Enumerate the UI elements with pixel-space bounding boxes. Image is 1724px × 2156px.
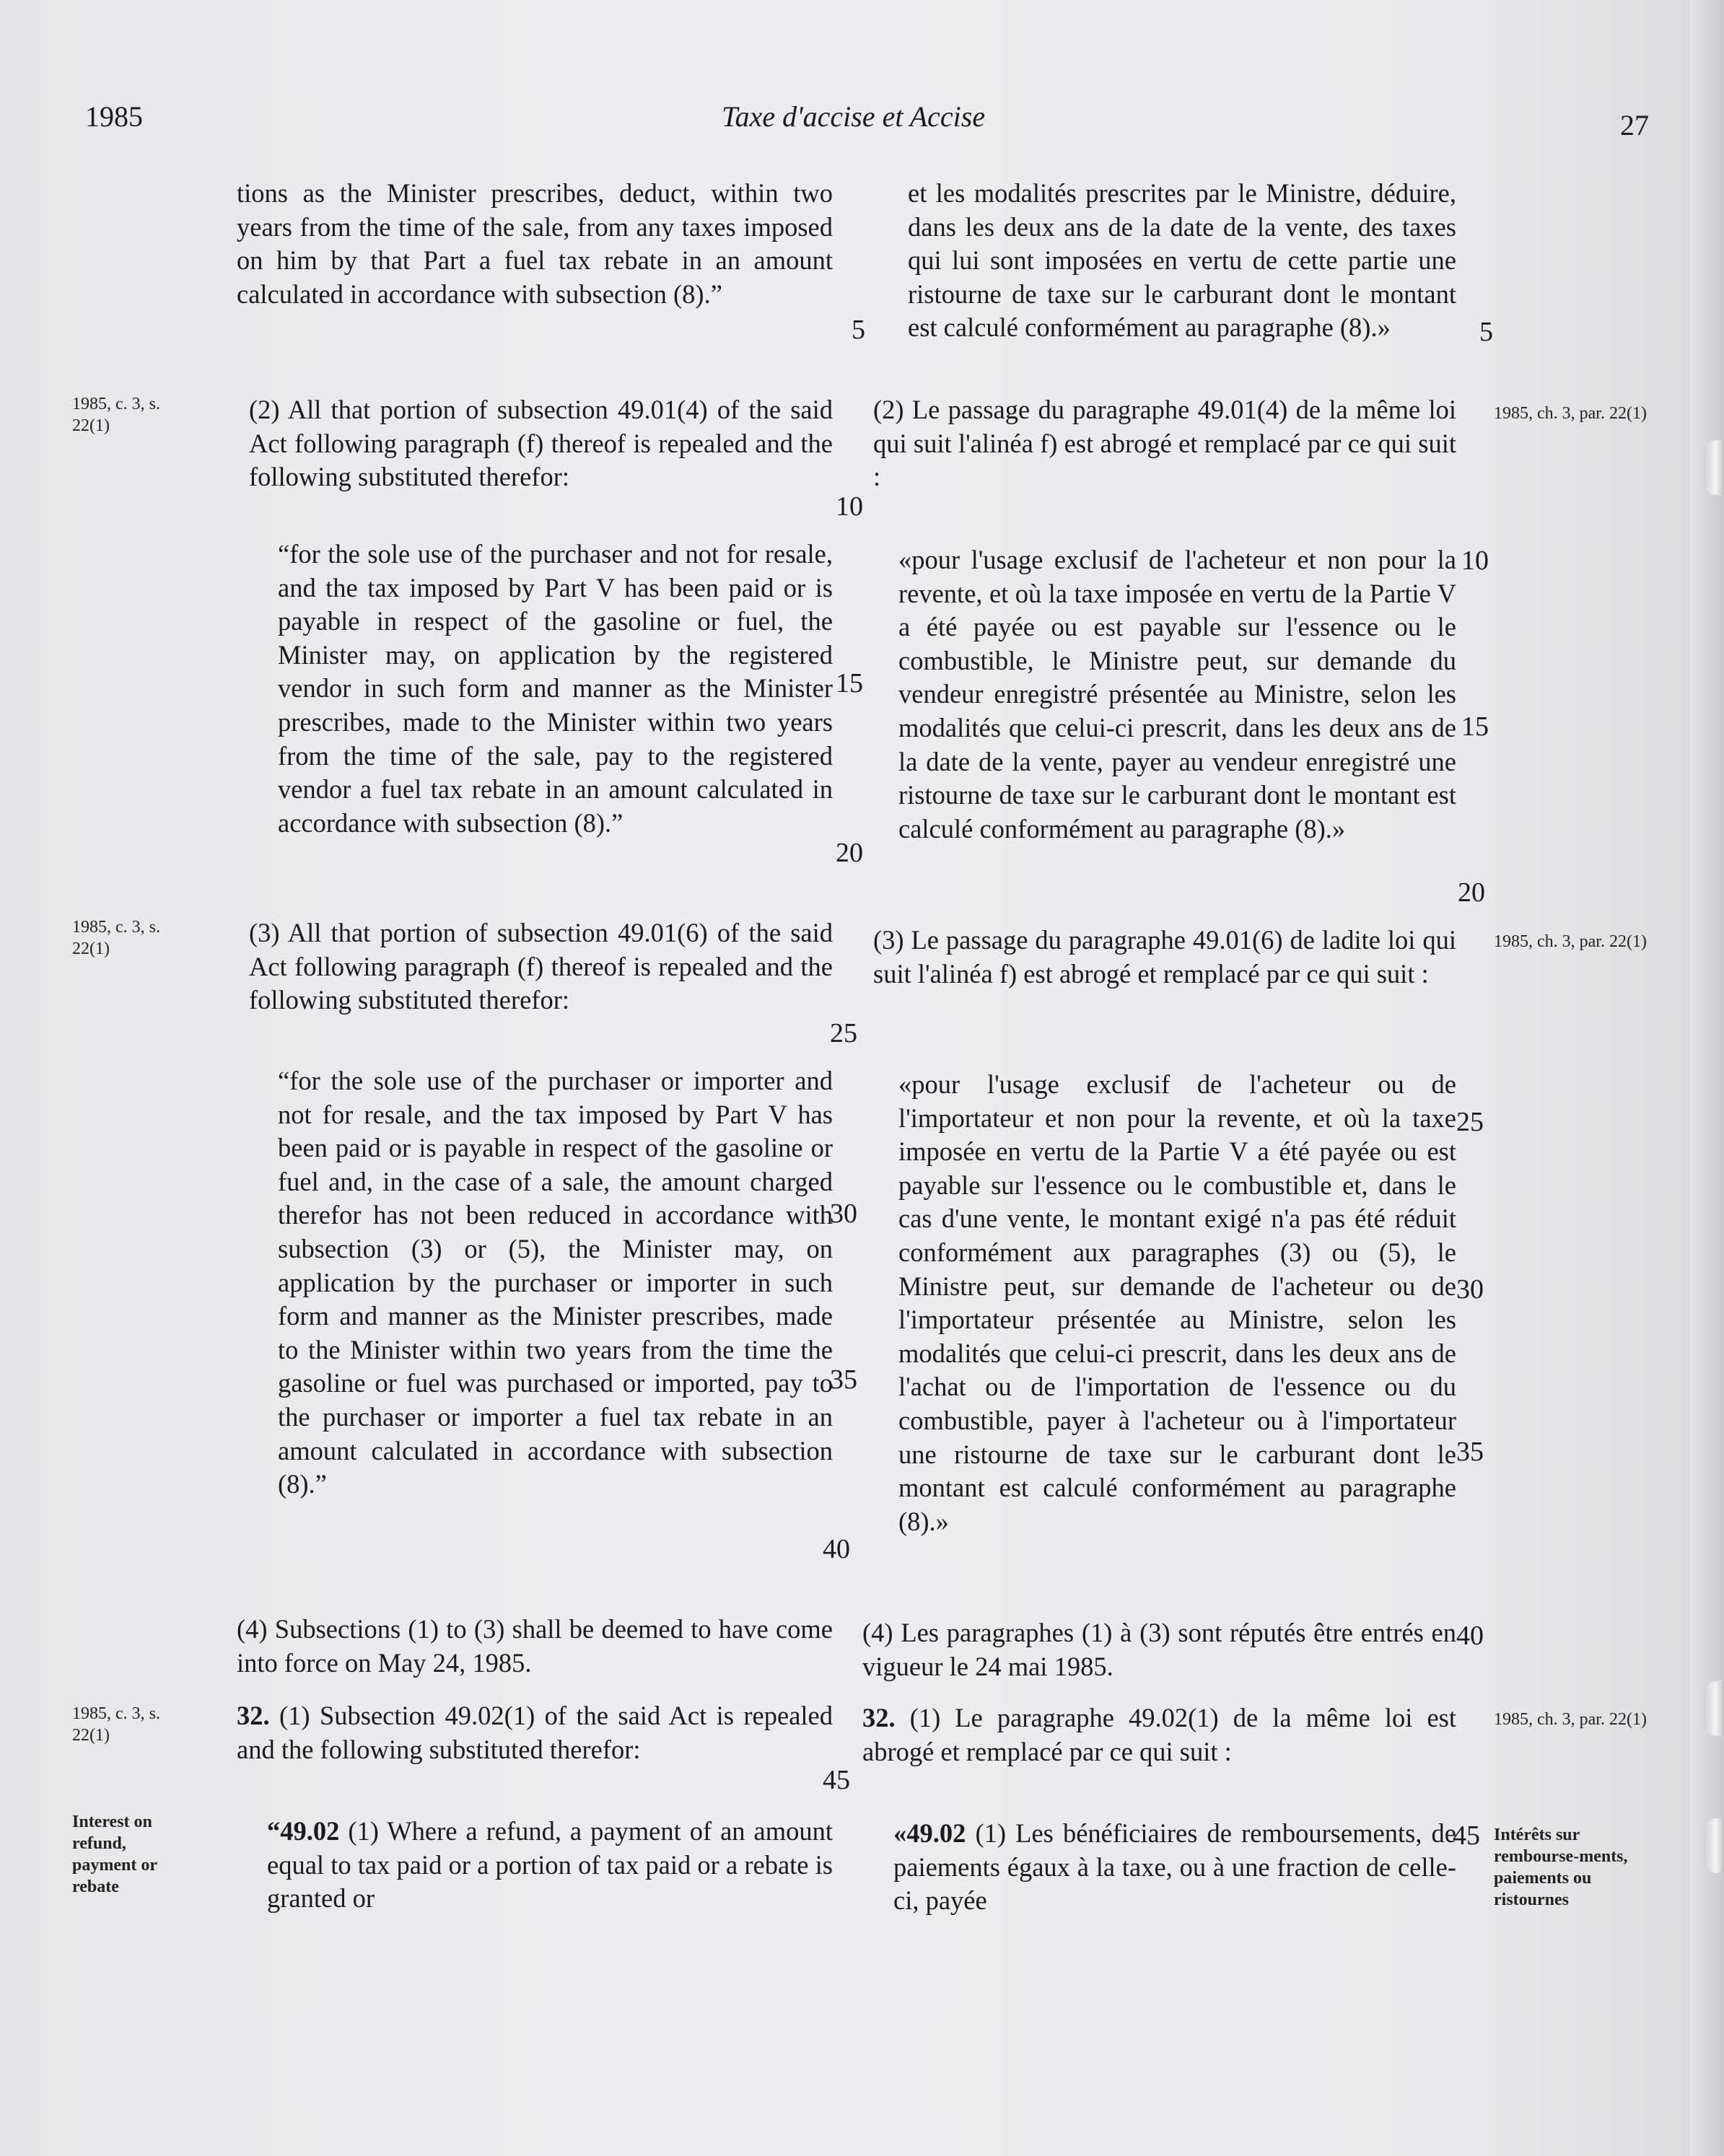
- line-number: 20: [1458, 877, 1485, 908]
- en-paragraph-3: [278, 538, 833, 840]
- margin-note: Interest on refund, payment or rebate: [72, 1813, 157, 1896]
- fr-paragraph-8: [893, 1817, 1456, 1918]
- line-number: 10: [836, 491, 863, 522]
- line-number: 35: [1456, 1437, 1484, 1467]
- fr-text-block: «pour l'usage exclusif de l'acheteur ou de l'importateur et non pour la revente, et où la taxe imposée en vertu de la Partie V a été payée ou est payable sur l'essence ou le combustible et, dans le cas d'une vente, le montant exigé n'a pas été réduit conformément aux paragraphes (3) ou (5), le Ministre peut, sur demande de l'acheteur ou de l'importateur présentée au Ministre, selon les modalités que celui-ci prescrit, dans les deux ans de l'achat ou de l'importation de l'essence ou du combustible, payer à l'acheteur ou à l'importateur une ristourne de taxe sur le carburant dont le montant est calculé conformément au paragraphe (8).»: [898, 1069, 1456, 1536]
- fr-text-block: «pour l'usage exclusif de l'acheteur et non pour la revente, et où la taxe imposée en vertu de la Partie V a été payée ou est payable sur l'essence ou le combustible, le Ministre peut, sur demande du vendeur enregistré présentée au Ministre, selon les modalités que celui-ci prescrit, dans les deux ans de la date de la vente, payer au vendeur enregistré une ristourne de taxe sur le carburant dont le montant est calculé conformément au paragraphe (8).»: [898, 545, 1456, 843]
- en-text-block: “for the sole use of the purchaser and not for resale, and the tax imposed by Part V has been paid or is payable in respect of the gasoline or fuel, the Minister may, on application by the registered vendor in such form and manner as the Minister prescribes, made to the Minister within two years from the time of the sale, pay to the registered vendor a fuel tax rebate in an amount calculated in accordance with subsection (8).”: [278, 539, 833, 838]
- fr-text-block: (3) Le passage du paragraphe 49.01(6) de ladite loi qui suit l'alinéa f) est abrogé et remplacé par ce qui suit :: [873, 925, 1456, 989]
- fr-text-block: (1) Le paragraphe 49.02(1) de la même loi est abrogé et remplacé par ce qui suit :: [862, 1703, 1457, 1766]
- line-number: 45: [1453, 1820, 1480, 1851]
- fr-text-block: (2) Le passage du paragraphe 49.01(4) de la même loi qui suit l'alinéa f) est abrogé et remplacé par ce qui suit :: [873, 395, 1456, 492]
- fr-paragraph-4: [873, 924, 1456, 991]
- line-number: 40: [1456, 1621, 1484, 1651]
- line-number: 15: [1461, 711, 1489, 742]
- margin-note: 1985, c. 3, s. 22(1): [72, 918, 160, 958]
- fr-paragraph-1: [908, 177, 1456, 345]
- header-title: Taxe d'accise et Accise: [722, 100, 986, 133]
- margin-note: 1985, c. 3, s. 22(1): [72, 395, 160, 435]
- fr-paragraph-2: [873, 393, 1456, 494]
- line-number: 30: [1456, 1274, 1484, 1305]
- en-text-block: tions as the Minister prescribes, deduct, within two years from the time of the sale, from any taxes imposed on him by that Part a fuel tax rebate in an amount calculated in accordance with subsection (8).”: [237, 178, 833, 309]
- section-number: 32.: [862, 1703, 896, 1732]
- en-paragraph-5: [278, 1064, 833, 1502]
- thumb-tab-mark: [1704, 1818, 1724, 1873]
- en-text-block: “for the sole use of the purchaser or importer and not for resale, and the tax imposed by Part V has been paid or is payable in respect of the gasoline or fuel and, in the case of a sale, the amount charged therefor has not been reduced in accordance with subsection (3) or (5), the Minister may, on application by the purchaser or importer in such form and manner as the Minister prescribes, made to the Minister within two years from the time the gasoline or fuel was purchased or imported, pay to the purchaser or importer a fuel tax rebate in an amount calculated in accordance with subsection (8).”: [278, 1066, 833, 1499]
- en-paragraph-2: [249, 393, 833, 494]
- header-year: 1985: [85, 100, 143, 133]
- line-number: 15: [836, 668, 863, 698]
- en-paragraph-4: [249, 916, 833, 1017]
- line-number: 25: [830, 1018, 857, 1048]
- en-paragraph-8: [267, 1815, 833, 1916]
- line-number: 20: [836, 838, 863, 868]
- en-paragraph-6: [237, 1613, 833, 1680]
- margin-note: 1985, ch. 3, par. 22(1): [1494, 1710, 1647, 1729]
- page-number: 27: [1620, 109, 1649, 141]
- fr-paragraph-3: [898, 543, 1456, 846]
- fr-text-block: (1) Les bénéficiaires de remboursements, de paiements égaux à la taxe, ou à une fraction de celle-ci, payée: [893, 1818, 1456, 1916]
- en-text-block: (2) All that portion of subsection 49.01(4) of the said Act following paragraph (f) thereof is repealed and the following substituted therefor:: [249, 395, 833, 492]
- line-number: 25: [1456, 1107, 1484, 1137]
- en-paragraph-7: [237, 1699, 833, 1766]
- thumb-tab-mark: [1704, 440, 1724, 495]
- thumb-tab-mark: [1704, 1681, 1724, 1736]
- fr-paragraph-5: [898, 1068, 1456, 1538]
- line-number: 10: [1461, 545, 1489, 576]
- fr-paragraph-7: [862, 1701, 1456, 1769]
- fr-text-block: et les modalités prescrites par le Ministre, déduire, dans les deux ans de la date de la vente, des taxes qui lui sont imposées en vertu de cette partie une ristourne de taxe sur le carburant dont le montant est calculé conformément au paragraphe (8).»: [908, 178, 1456, 343]
- margin-note: Intérêts sur rembourse-ments, paiements ou ristournes: [1494, 1826, 1628, 1909]
- en-paragraph-1: [237, 177, 833, 311]
- section-number: “49.02: [267, 1816, 340, 1846]
- line-number: 5: [852, 315, 865, 345]
- en-text-block: (4) Subsections (1) to (3) shall be deemed to have come into force on May 24, 1985.: [237, 1614, 833, 1678]
- line-number: 5: [1479, 317, 1493, 347]
- section-number: 32.: [237, 1701, 270, 1730]
- fr-text-block: (4) Les paragraphes (1) à (3) sont réputés être entrés en vigueur le 24 mai 1985.: [862, 1618, 1456, 1681]
- section-number: «49.02: [893, 1818, 966, 1848]
- en-text-block: (1) Subsection 49.02(1) of the said Act is repealed and the following substituted therefor:: [237, 1701, 833, 1764]
- en-text-block: (1) Where a refund, a payment of an amount equal to tax paid or a portion of tax paid or a rebate is granted or: [267, 1816, 833, 1914]
- line-number: 45: [823, 1765, 850, 1795]
- en-text-block: (3) All that portion of subsection 49.01(6) of the said Act following paragraph (f) thereof is repealed and the following substituted therefor:: [249, 918, 833, 1015]
- margin-note: 1985, ch. 3, par. 22(1): [1494, 932, 1647, 951]
- line-number: 35: [830, 1364, 857, 1395]
- line-number: 30: [830, 1198, 857, 1229]
- margin-note: 1985, c. 3, s. 22(1): [72, 1704, 160, 1745]
- margin-note: 1985, ch. 3, par. 22(1): [1494, 404, 1647, 423]
- line-number: 40: [823, 1534, 850, 1564]
- fr-paragraph-6: [862, 1616, 1456, 1683]
